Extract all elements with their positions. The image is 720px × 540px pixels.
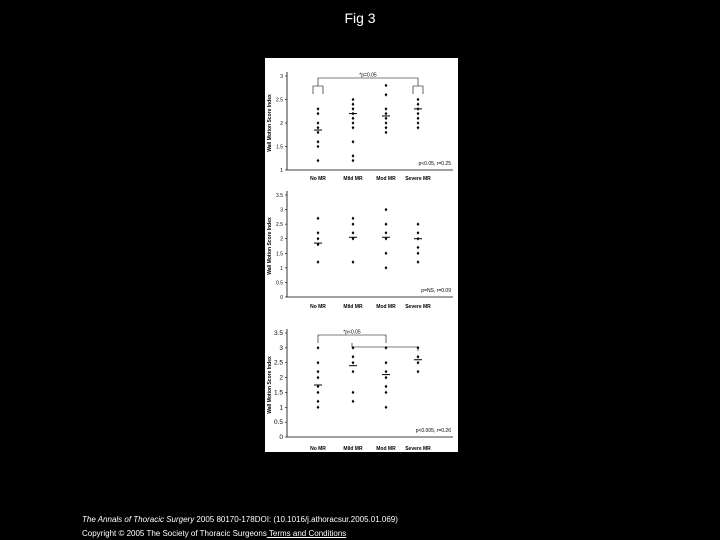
chart-1 (267, 72, 453, 182)
group-bracket (313, 86, 323, 94)
figure-panel (265, 58, 458, 452)
data-point (317, 361, 320, 365)
data-point (352, 370, 355, 374)
data-point (352, 140, 355, 144)
data-point (352, 102, 355, 106)
data-point (417, 251, 420, 255)
data-point (417, 370, 420, 374)
x-category-label: Mod MR (376, 176, 396, 182)
data-point (352, 217, 355, 221)
data-point (385, 251, 388, 255)
data-point (352, 222, 355, 226)
data-point (317, 346, 320, 350)
data-point (352, 154, 355, 158)
significance-label: *p<0.05 (343, 329, 361, 336)
data-point (385, 370, 388, 374)
data-point (417, 126, 420, 130)
data-point (317, 391, 320, 395)
y-tick-label: 3.5 (276, 193, 283, 199)
group-bracket (413, 86, 423, 94)
y-tick-label: 1.5 (276, 251, 283, 258)
data-point (385, 121, 388, 125)
data-point (352, 98, 355, 102)
x-category-label: Severe MR (405, 446, 431, 452)
x-category-label: Mild MR (343, 176, 363, 182)
data-point (385, 266, 388, 270)
figure-title: Fig 3 (344, 10, 376, 26)
data-point (352, 355, 355, 359)
data-point (417, 117, 420, 121)
data-point (352, 400, 355, 404)
y-tick-label: 0.5 (276, 280, 283, 287)
data-point (417, 121, 420, 125)
significance-bracket (318, 78, 418, 86)
y-tick-label: 1.5 (273, 389, 283, 397)
x-category-label: No MR (310, 446, 326, 452)
y-tick-label: 2 (279, 374, 283, 382)
y-tick-label: 2.5 (273, 359, 283, 367)
x-category-label: Mod MR (376, 446, 396, 452)
y-tick-label: 2 (280, 236, 283, 243)
data-point (317, 140, 320, 144)
data-point (317, 159, 320, 163)
data-point (317, 121, 320, 125)
data-point (385, 131, 388, 135)
data-point (352, 107, 355, 111)
data-point (317, 405, 320, 409)
data-point (385, 391, 388, 395)
data-point (385, 107, 388, 111)
y-tick-label: 3.5 (273, 330, 283, 337)
data-point (385, 361, 388, 365)
chart-2 (267, 191, 453, 310)
x-category-label: No MR (310, 176, 326, 182)
data-point (317, 131, 320, 135)
significance-label: *p=0.05 (359, 72, 377, 79)
data-point (385, 376, 388, 380)
data-point (352, 117, 355, 121)
data-point (417, 355, 420, 359)
data-point (317, 400, 320, 404)
data-point (352, 231, 355, 235)
y-axis-label: Wall Motion Score Index (267, 356, 273, 414)
data-point (385, 84, 388, 88)
data-point (385, 346, 388, 350)
y-tick-label: 1 (279, 404, 283, 412)
data-point (417, 98, 420, 102)
x-category-label: Mild MR (343, 304, 363, 310)
data-point (317, 376, 320, 380)
group-bracket (352, 343, 418, 351)
data-point (317, 260, 320, 264)
x-category-label: No MR (310, 304, 326, 310)
y-tick-label: 2 (280, 121, 283, 127)
y-tick-label: 3 (279, 344, 283, 352)
x-category-label: Severe MR (405, 304, 431, 310)
data-point (385, 231, 388, 235)
data-point (385, 208, 388, 212)
data-point (385, 385, 388, 389)
correlation-label: p=NS, r=0.09 (421, 288, 451, 294)
data-point (352, 361, 355, 365)
correlation-label: p<0.005, r=0.26 (415, 428, 451, 434)
x-category-label: Mild MR (343, 446, 363, 452)
citation-text: 2005 80170-178DOI: (10.1016/j.athoracsur.2005.01.069) (194, 515, 398, 524)
copyright-text: Copyright © 2005 The Society of Thoracic Surgeons (82, 529, 267, 538)
data-point (352, 121, 355, 125)
y-tick-label: 0.5 (273, 419, 283, 427)
x-category-label: Severe MR (405, 176, 431, 182)
data-point (385, 222, 388, 226)
data-point (352, 391, 355, 395)
data-point (352, 126, 355, 130)
copyright-line (82, 528, 346, 540)
y-tick-label: 0 (279, 434, 283, 441)
data-point (385, 405, 388, 409)
chart-3 (267, 329, 453, 452)
data-point (317, 370, 320, 374)
data-point (385, 112, 388, 116)
terms-link[interactable]: Terms and Conditions (266, 529, 347, 538)
y-tick-label: 1 (280, 265, 283, 272)
data-point (352, 159, 355, 163)
data-point (317, 237, 320, 241)
data-point (317, 107, 320, 111)
y-tick-label: 1 (280, 168, 283, 174)
data-point (317, 217, 320, 221)
x-category-label: Mod MR (376, 304, 396, 310)
correlation-label: p<0.05, r=0.25 (418, 161, 451, 167)
data-point (385, 126, 388, 130)
data-point (417, 260, 420, 264)
data-point (417, 112, 420, 116)
data-point (317, 126, 320, 130)
y-tick-label: 1.5 (276, 144, 283, 151)
data-point (417, 246, 420, 250)
journal-name: The Annals of Thoracic Surgery (82, 515, 195, 524)
data-point (417, 361, 420, 365)
y-axis-label: Wall Motion Score Index (267, 217, 273, 275)
data-point (317, 145, 320, 149)
y-tick-label: 2.5 (276, 222, 283, 229)
y-tick-label: 0 (280, 295, 283, 301)
data-point (385, 93, 388, 97)
y-tick-label: 3 (280, 207, 283, 214)
citation-line (82, 514, 398, 526)
scatter-charts (265, 58, 458, 452)
data-point (352, 260, 355, 264)
data-point (417, 231, 420, 235)
data-point (385, 117, 388, 121)
y-tick-label: 2.5 (276, 97, 283, 104)
data-point (417, 222, 420, 226)
y-axis-label: Wall Motion Score Index (267, 94, 273, 152)
significance-bracket (318, 335, 386, 343)
data-point (317, 112, 320, 116)
data-point (417, 102, 420, 106)
y-tick-label: 3 (280, 74, 283, 80)
data-point (317, 231, 320, 235)
